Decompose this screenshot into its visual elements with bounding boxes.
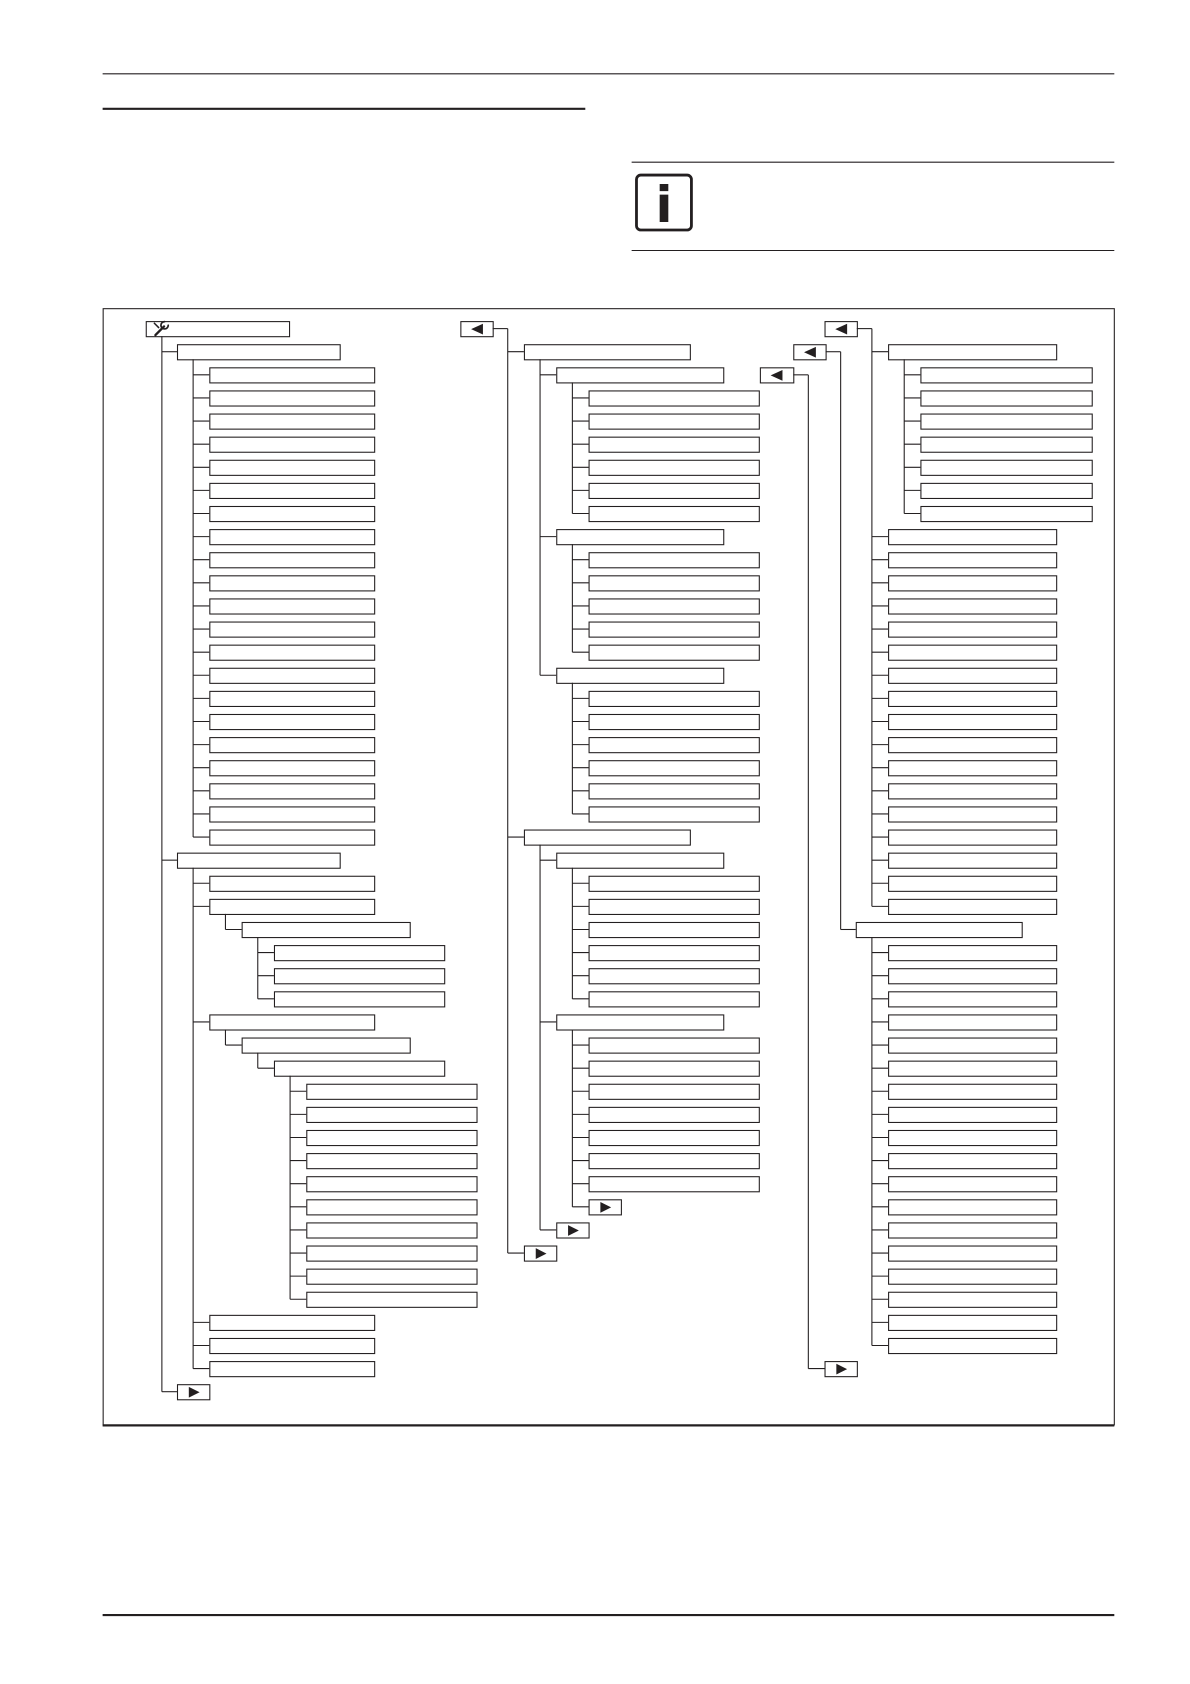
menu-item-box: [210, 738, 375, 753]
menu-item-box-outline: [210, 576, 375, 591]
menu-item-box-outline: [210, 691, 375, 706]
menu-item-box: [210, 1338, 375, 1353]
menu-item-box-outline: [589, 576, 759, 591]
menu-item-box-outline: [589, 1107, 759, 1122]
menu-item-box: [589, 1084, 759, 1099]
menu-item-box: [242, 1038, 410, 1053]
menu-item-box-outline: [210, 1338, 375, 1353]
menu-item-box-outline: [210, 899, 375, 914]
menu-item-box-outline: [889, 1154, 1057, 1169]
menu-item-box-outline: [307, 1154, 477, 1169]
menu-item-box-outline: [889, 599, 1057, 614]
menu-item-box: [210, 506, 375, 521]
menu-item-box-outline: [921, 414, 1092, 429]
menu-item-box: [889, 992, 1057, 1007]
menu-item-box: [307, 1246, 477, 1261]
menu-item-box: [589, 622, 759, 637]
menu-item-box-outline: [889, 1338, 1057, 1353]
menu-next-box: [178, 1385, 210, 1400]
menu-item-box: [557, 368, 724, 383]
menu-item-box-outline: [589, 483, 759, 498]
menu-item-box: [307, 1269, 477, 1284]
menu-item-box-outline: [889, 761, 1057, 776]
menu-item-box: [889, 576, 1057, 591]
menu-item-box-outline: [589, 437, 759, 452]
menu-item-box-outline: [524, 345, 690, 360]
menu-item-box-outline: [921, 391, 1092, 406]
menu-item-box: [589, 1107, 759, 1122]
menu-item-box-outline: [889, 1015, 1057, 1030]
menu-item-box-outline: [856, 922, 1022, 937]
menu-item-box: [589, 645, 759, 660]
menu-item-box: [210, 368, 375, 383]
menu-item-box: [210, 414, 375, 429]
menu-item-box-outline: [889, 1130, 1057, 1145]
menu-item-box: [210, 691, 375, 706]
menu-item-box: [210, 622, 375, 637]
menu-item-box: [210, 530, 375, 545]
menu-item-box: [210, 576, 375, 591]
menu-item-box-outline: [210, 830, 375, 845]
menu-item-box: [889, 1107, 1057, 1122]
menu-item-box: [557, 668, 724, 683]
menu-item-box-outline: [889, 992, 1057, 1007]
menu-item-box: [889, 807, 1057, 822]
menu-item-box: [210, 391, 375, 406]
menu-item-box-outline: [210, 599, 375, 614]
menu-item-box-outline: [178, 853, 341, 868]
menu-item-box-outline: [921, 506, 1092, 521]
menu-item-box-outline: [210, 714, 375, 729]
menu-item-box: [589, 506, 759, 521]
menu-item-box-outline: [589, 1177, 759, 1192]
menu-item-box: [589, 576, 759, 591]
menu-item-box: [889, 345, 1057, 360]
menu-item-box: [589, 1038, 759, 1053]
menu-item-box-outline: [921, 483, 1092, 498]
menu-item-box-outline: [889, 576, 1057, 591]
menu-item-box-outline: [889, 969, 1057, 984]
menu-item-box-outline: [307, 1246, 477, 1261]
info-note: [632, 162, 1115, 250]
menu-item-box-outline: [557, 368, 724, 383]
menu-item-box: [589, 761, 759, 776]
menu-item-box: [210, 599, 375, 614]
menu-item-box: [589, 414, 759, 429]
menu-item-box-outline: [889, 876, 1057, 891]
menu-item-box: [307, 1292, 477, 1307]
menu-item-box-outline: [589, 1154, 759, 1169]
menu-item-box-outline: [889, 1084, 1057, 1099]
menu-item-box: [889, 1061, 1057, 1076]
menu-item-box: [210, 761, 375, 776]
menu-item-box: [307, 1084, 477, 1099]
menu-item-box-outline: [242, 922, 410, 937]
menu-item-box: [889, 876, 1057, 891]
menu-item-box-outline: [889, 1107, 1057, 1122]
menu-item-box-outline: [210, 414, 375, 429]
menu-item-box-outline: [921, 460, 1092, 475]
menu-item-box: [274, 946, 444, 961]
menu-item-box-outline: [557, 1015, 724, 1030]
menu-item-box-outline: [210, 622, 375, 637]
menu-item-box-outline: [307, 1200, 477, 1215]
menu-item-box: [210, 483, 375, 498]
menu-item-box: [242, 922, 410, 937]
menu-item-box: [589, 1177, 759, 1192]
menu-item-box-outline: [589, 899, 759, 914]
menu-item-box-outline: [274, 1061, 444, 1076]
menu-item-box-outline: [524, 830, 690, 845]
menu-item-box: [921, 437, 1092, 452]
menu-item-box: [274, 969, 444, 984]
menu-next-box: [524, 1246, 556, 1261]
menu-item-box: [589, 691, 759, 706]
menu-item-box-outline: [589, 784, 759, 799]
menu-item-box: [889, 1038, 1057, 1053]
menu-item-box-outline: [210, 391, 375, 406]
menu-item-box-outline: [210, 761, 375, 776]
menu-root-box: [146, 322, 289, 337]
menu-item-box: [307, 1200, 477, 1215]
menu-item-box-outline: [921, 437, 1092, 452]
menu-item-box: [210, 668, 375, 683]
menu-item-box: [856, 922, 1022, 937]
menu-item-box: [889, 830, 1057, 845]
menu-item-box: [889, 530, 1057, 545]
menu-item-box: [589, 969, 759, 984]
menu-item-box-outline: [178, 345, 341, 360]
menu-item-box: [889, 1177, 1057, 1192]
menu-item-box-outline: [307, 1292, 477, 1307]
menu-item-box-outline: [889, 345, 1057, 360]
menu-item-box-outline: [589, 1038, 759, 1053]
menu-item-box-outline: [307, 1130, 477, 1145]
menu-item-box: [889, 969, 1057, 984]
menu-item-box: [921, 506, 1092, 521]
menu-item-box-outline: [210, 1315, 375, 1330]
menu-item-box-outline: [210, 437, 375, 452]
menu-item-box: [889, 1292, 1057, 1307]
menu-item-box-outline: [557, 668, 724, 683]
menu-item-box-outline: [889, 691, 1057, 706]
menu-item-box-outline: [589, 876, 759, 891]
menu-item-box: [589, 992, 759, 1007]
menu-item-box-outline: [889, 1223, 1057, 1238]
menu-back-box: [461, 322, 493, 337]
menu-item-box-outline: [274, 992, 444, 1007]
menu-item-box: [210, 714, 375, 729]
menu-item-box: [889, 714, 1057, 729]
menu-item-box-outline: [889, 853, 1057, 868]
menu-item-box: [210, 645, 375, 660]
menu-item-box: [889, 853, 1057, 868]
menu-item-box: [178, 853, 341, 868]
menu-item-box: [889, 599, 1057, 614]
menu-item-box-outline: [210, 645, 375, 660]
menu-item-box: [889, 1315, 1057, 1330]
menu-item-box: [589, 807, 759, 822]
menu-item-box-outline: [589, 992, 759, 1007]
menu-item-box: [921, 483, 1092, 498]
menu-item-box: [557, 530, 724, 545]
menu-item-box-outline: [307, 1107, 477, 1122]
menu-item-box: [889, 1223, 1057, 1238]
menu-item-box-outline: [589, 645, 759, 660]
menu-item-box: [589, 437, 759, 452]
menu-item-box: [589, 1061, 759, 1076]
menu-item-box: [589, 391, 759, 406]
menu-item-box-outline: [307, 1177, 477, 1192]
menu-item-box: [210, 876, 375, 891]
menu-item-box: [589, 899, 759, 914]
menu-item-box: [889, 1246, 1057, 1261]
menu-item-box: [589, 1130, 759, 1145]
menu-item-box: [889, 1338, 1057, 1353]
menu-item-box-outline: [589, 738, 759, 753]
menu-item-box: [921, 460, 1092, 475]
menu-item-box-outline: [921, 368, 1092, 383]
menu-item-box-outline: [307, 1084, 477, 1099]
menu-item-box-outline: [589, 460, 759, 475]
menu-item-box-outline: [242, 1038, 410, 1053]
menu-item-box: [307, 1154, 477, 1169]
menu-item-box: [889, 1200, 1057, 1215]
menu-item-box-outline: [307, 1223, 477, 1238]
menu-item-box: [210, 830, 375, 845]
menu-item-box: [921, 368, 1092, 383]
info-icon: [636, 175, 691, 234]
menu-item-box-outline: [889, 784, 1057, 799]
menu-item-box-outline: [589, 714, 759, 729]
menu-item-box-outline: [589, 506, 759, 521]
menu-item-box-outline: [589, 969, 759, 984]
menu-item-box: [889, 946, 1057, 961]
menu-item-box: [589, 784, 759, 799]
menu-item-box-outline: [889, 1061, 1057, 1076]
menu-back-box: [825, 322, 857, 337]
menu-item-box-outline: [889, 738, 1057, 753]
menu-item-box-outline: [210, 668, 375, 683]
menu-item-box-outline: [589, 599, 759, 614]
menu-root-box-outline: [146, 322, 289, 337]
menu-item-box: [889, 553, 1057, 568]
menu-item-box-outline: [589, 622, 759, 637]
menu-item-box-outline: [210, 506, 375, 521]
menu-back-box: [760, 368, 793, 383]
menu-item-box: [557, 853, 724, 868]
menu-item-box-outline: [589, 1130, 759, 1145]
menu-item-box-outline: [889, 899, 1057, 914]
menu-item-box-outline: [889, 946, 1057, 961]
menu-next-box: [557, 1223, 589, 1238]
menu-item-box-outline: [889, 1246, 1057, 1261]
menu-item-box: [889, 1154, 1057, 1169]
menu-item-box-outline: [589, 922, 759, 937]
menu-item-box-outline: [889, 1315, 1057, 1330]
menu-item-box-outline: [889, 530, 1057, 545]
menu-item-box-outline: [210, 460, 375, 475]
menu-item-box: [589, 553, 759, 568]
menu-item-box-outline: [210, 483, 375, 498]
menu-item-box: [889, 1015, 1057, 1030]
menu-item-box-outline: [589, 414, 759, 429]
menu-item-box: [307, 1177, 477, 1192]
menu-item-box: [307, 1130, 477, 1145]
menu-item-box: [889, 668, 1057, 683]
menu-item-box: [889, 645, 1057, 660]
menu-item-box-outline: [210, 876, 375, 891]
menu-item-box: [589, 876, 759, 891]
menu-item-box-outline: [889, 1292, 1057, 1307]
menu-item-box: [178, 345, 341, 360]
menu-item-box: [210, 784, 375, 799]
menu-item-box-outline: [210, 1362, 375, 1377]
menu-item-box: [889, 761, 1057, 776]
menu-item-box: [274, 992, 444, 1007]
menu-item-box-outline: [889, 830, 1057, 845]
menu-item-box-outline: [889, 622, 1057, 637]
menu-item-box-outline: [889, 668, 1057, 683]
menu-item-box-outline: [889, 1177, 1057, 1192]
menu-item-box-outline: [889, 645, 1057, 660]
menu-item-box-outline: [889, 1038, 1057, 1053]
menu-item-box-outline: [589, 553, 759, 568]
menu-item-box-outline: [557, 530, 724, 545]
info-icon-glyph: i: [655, 175, 673, 234]
menu-item-box: [889, 1084, 1057, 1099]
menu-item-box: [307, 1107, 477, 1122]
menu-item-box-outline: [889, 807, 1057, 822]
menu-item-box-outline: [274, 946, 444, 961]
menu-item-box: [589, 460, 759, 475]
menu-item-box: [210, 1362, 375, 1377]
menu-item-box-outline: [589, 807, 759, 822]
menu-structure-diagram: [103, 309, 1115, 1426]
menu-item-box-outline: [557, 853, 724, 868]
menu-item-box-outline: [274, 969, 444, 984]
menu-tree: [146, 322, 1092, 1400]
menu-item-box-outline: [210, 530, 375, 545]
menu-item-box-outline: [589, 761, 759, 776]
menu-item-box: [889, 738, 1057, 753]
menu-next-box: [589, 1200, 621, 1215]
menu-item-box-outline: [589, 1084, 759, 1099]
menu-item-box-outline: [589, 946, 759, 961]
menu-item-box: [307, 1223, 477, 1238]
menu-back-box: [794, 345, 826, 360]
menu-item-box: [589, 483, 759, 498]
menu-item-box-outline: [889, 553, 1057, 568]
menu-item-box-outline: [889, 1269, 1057, 1284]
menu-item-box-outline: [210, 807, 375, 822]
menu-item-box-outline: [307, 1269, 477, 1284]
menu-item-box: [210, 460, 375, 475]
menu-item-box-outline: [589, 391, 759, 406]
menu-item-box: [921, 414, 1092, 429]
menu-next-box: [825, 1362, 857, 1377]
menu-item-box-outline: [210, 738, 375, 753]
menu-item-box: [889, 899, 1057, 914]
menu-item-box: [921, 391, 1092, 406]
menu-item-box-outline: [210, 368, 375, 383]
menu-item-box: [589, 599, 759, 614]
menu-item-box: [210, 899, 375, 914]
menu-item-box: [210, 437, 375, 452]
menu-item-box-outline: [589, 691, 759, 706]
menu-item-box: [210, 553, 375, 568]
menu-item-box: [889, 1269, 1057, 1284]
menu-item-box: [210, 1315, 375, 1330]
menu-item-box-outline: [210, 1015, 375, 1030]
menu-item-box: [589, 1154, 759, 1169]
menu-item-box-outline: [889, 1200, 1057, 1215]
menu-item-box: [524, 345, 690, 360]
menu-item-box-outline: [589, 1061, 759, 1076]
menu-item-box: [210, 807, 375, 822]
menu-item-box-outline: [210, 784, 375, 799]
menu-item-box: [589, 714, 759, 729]
menu-item-box: [589, 946, 759, 961]
menu-item-box: [889, 622, 1057, 637]
menu-item-box-outline: [889, 714, 1057, 729]
menu-item-box: [210, 1015, 375, 1030]
menu-item-box: [589, 922, 759, 937]
menu-item-box: [589, 738, 759, 753]
menu-item-box: [557, 1015, 724, 1030]
menu-item-box: [889, 1130, 1057, 1145]
menu-item-box: [274, 1061, 444, 1076]
menu-item-box-outline: [210, 553, 375, 568]
menu-item-box: [889, 691, 1057, 706]
menu-item-box: [889, 784, 1057, 799]
menu-item-box: [524, 830, 690, 845]
